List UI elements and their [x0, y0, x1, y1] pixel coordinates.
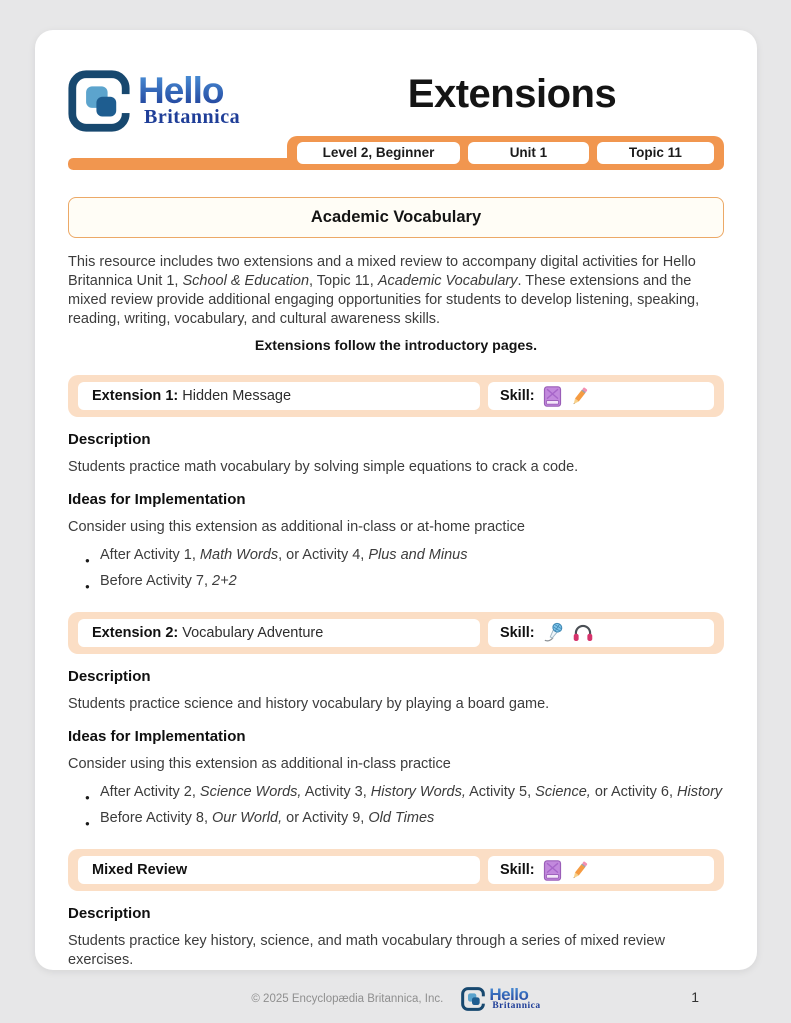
headphones-icon	[572, 623, 594, 643]
header	[68, 70, 724, 132]
extension-1-title: Extension 1: Hidden Message	[78, 382, 480, 410]
footer-brand-logo	[461, 986, 540, 1012]
extension-1-bar	[68, 375, 724, 417]
topic-badge: Topic 11	[597, 142, 714, 164]
skill-icons	[543, 622, 594, 644]
extension-2-title: Extension 2: Vocabulary Adventure	[78, 619, 480, 647]
britannica-thistle-icon	[461, 987, 485, 1011]
ideas-heading: Ideas for Implementation	[68, 491, 246, 508]
pencil-icon	[569, 386, 590, 407]
ideas-bullet-list	[68, 783, 724, 828]
bullet-item: ● After Activity 1, Math Words, or Activity 4, Plus and Minus	[68, 546, 724, 565]
skill-label: Skill:	[499, 388, 535, 404]
extension-2-skill-box	[488, 619, 714, 647]
britannica-thistle-icon	[68, 70, 130, 132]
description-text: Students practice science and history vocabulary by playing a board game.	[68, 696, 550, 712]
description-text: Students practice math vocabulary by solving simple equations to crack a code.	[68, 459, 579, 475]
skill-label: Skill:	[499, 862, 535, 878]
description-heading: Description	[68, 905, 151, 922]
header-accent-bar	[68, 136, 724, 170]
document-page	[35, 30, 757, 970]
page-footer	[35, 978, 757, 1020]
bullet-item: ● Before Activity 8, Our World, or Activity 9, Old Times	[68, 809, 724, 828]
unit-badge: Unit 1	[468, 142, 589, 164]
mixed-review-skill-box	[488, 856, 714, 884]
description-text: Students practice key history, science, and math vocabulary through a series of mixed review exercises.	[68, 933, 665, 968]
logo-word-britannica: Britannica	[144, 106, 241, 128]
ideas-intro: Consider using this extension as additional in-class or at-home practice	[68, 519, 525, 535]
description-heading: Description	[68, 668, 151, 685]
skill-icons	[543, 386, 590, 407]
skill-icons	[543, 860, 590, 881]
copyright-text: © 2025 Encyclopædia Britannica, Inc.	[251, 993, 444, 1005]
extension-1-skill-box	[488, 382, 714, 410]
microphone-icon	[543, 622, 565, 644]
logo-word-hello: Hello	[489, 986, 540, 1003]
book-icon	[543, 860, 562, 881]
level-badge: Level 2, Beginner	[297, 142, 460, 164]
description-heading: Description	[68, 431, 151, 448]
mixed-review-title: Mixed Review	[78, 856, 480, 884]
intro-paragraph: This resource includes two extensions and a mixed review to accompany digital activities for Hello Britannica Unit 1, School & Education, Topic 11, Academic Vocabulary. These extensions and the mixed review provide additional engaging opportunities for students to develop listening, speaking, reading, writing, vocabulary, and cultural awareness skills.	[68, 254, 700, 327]
pencil-icon	[569, 860, 590, 881]
extension-2-bar	[68, 612, 724, 654]
badge-tab	[287, 136, 724, 170]
book-icon	[543, 386, 562, 407]
logo-word-hello: Hello	[138, 72, 240, 109]
ideas-intro: Consider using this extension as additional in-class practice	[68, 756, 451, 772]
brand-logo	[68, 70, 300, 132]
logo-word-britannica: Britannica	[492, 1001, 541, 1012]
ideas-bullet-list	[68, 546, 724, 591]
skill-label: Skill:	[499, 625, 535, 641]
mixed-review-bar	[68, 849, 724, 891]
ideas-heading: Ideas for Implementation	[68, 728, 246, 745]
bullet-item: ● Before Activity 7, 2+2	[68, 572, 724, 591]
intro-note: Extensions follow the introductory pages.	[254, 338, 538, 354]
topic-title-box: Academic Vocabulary	[68, 197, 724, 238]
bullet-item: ● After Activity 2, Science Words, Activity 3, History Words, Activity 5, Science, or Activity 6, History	[68, 783, 724, 802]
page-number: 1	[691, 989, 699, 1005]
page-title: Extensions	[407, 72, 617, 116]
